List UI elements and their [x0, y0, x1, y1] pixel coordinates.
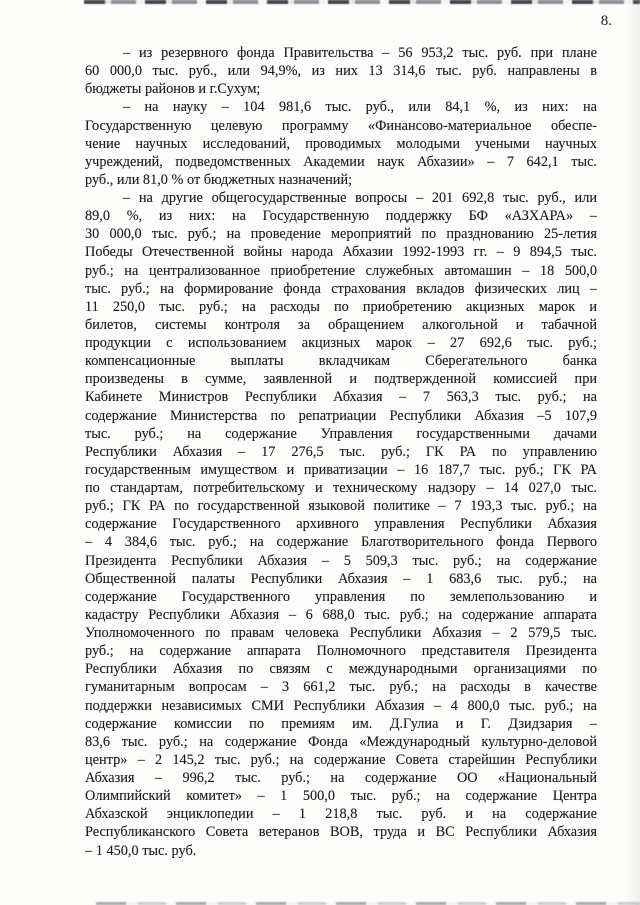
text-line: Победы Отечественной войны народа Абхазии 1992-1993 гг. – 9 894,5 тыс. [85, 244, 597, 261]
text-line: центр» – 2 145,2 тыс. руб.; на содержание Совета старейшин Республики [85, 751, 597, 768]
text-line: 83,6 тыс. руб.; на содержание Фонда «Международный культурно-деловой [85, 733, 597, 750]
scan-artifact-top-edge [84, 0, 640, 4]
text-line: Республиканского Совета ветеранов ВОВ, труда и ВС Республики Абхазия [85, 824, 597, 841]
text-line: компенсационные выплаты вкладчикам Сберегательного банка [85, 353, 597, 370]
text-line: учреждений, подведомственных Академии наук Абхазии» – 7 642,1 тыс. [85, 153, 597, 170]
text-line: содержание Государственного архивного управления Республики Абхазия [85, 516, 597, 533]
text-line: Абхазской энциклопедии – 1 218,8 тыс. руб. и на содержание [85, 806, 597, 823]
text-line: руб.; на содержание аппарата Полномочного представителя Президента [85, 643, 597, 660]
text-line: поддержки независимых СМИ Республики Абхазия – 4 800,0 тыс. руб.; на [85, 697, 597, 714]
text-line: руб., или 81,0 % от бюджетных назначений; [85, 171, 353, 188]
paragraph [85, 44, 597, 98]
text-line: руб.; на централизованное приобретение служебных автомашин – 18 500,0 [85, 262, 597, 279]
text-line: – 4 384,6 тыс. руб.; на содержание Благотворительного фонда Первого [85, 534, 597, 551]
text-line: – на другие общегосударственные вопросы – 201 692,8 тыс. руб., или [123, 190, 597, 206]
text-line: государственным имуществом и приватизации – 16 187,7 тыс. руб.; ГК РА [85, 461, 597, 478]
text-line: Общественной палаты Республики Абхазия – 1 683,6 тыс. руб.; на [85, 570, 597, 587]
paragraph [85, 189, 597, 860]
text-line: по стандартам, потребительскому и техническому надзору – 14 027,0 тыс. [85, 480, 597, 496]
text-line: 11 250,0 тыс. руб.; на расходы по приобретению акцизных марок и [85, 298, 597, 315]
text-line: Абхазия – 996,2 тыс. руб.; на содержание ОО «Национальный [85, 770, 597, 786]
text-line: бюджеты районов и г.Сухум; [85, 81, 261, 98]
text-line: Государственную целевую программу «Финансово-материальное обеспе- [85, 117, 597, 134]
text-line: чение научных исследований, проводимых молодыми учеными научных [85, 135, 597, 152]
document-body [85, 44, 597, 860]
text-line: Президента Республики Абхазия – 5 509,3 тыс. руб.; на содержание [85, 552, 597, 569]
text-line: Республики Абхазия по связям с международными организациями по [85, 661, 597, 678]
paragraph [85, 98, 597, 189]
text-line: – из резервного фонда Правительства – 56 953,2 тыс. руб. при плане [123, 45, 597, 61]
text-line: – 1 450,0 тыс. руб. [85, 842, 197, 859]
text-line: 30 000,0 тыс. руб.; на проведение мероприятий по празднованию 25-летия [85, 226, 597, 243]
page-number: 8. [600, 13, 612, 29]
text-line: Республики Абхазия – 17 276,5 тыс. руб.; ГК РА по управлению [85, 443, 597, 460]
text-line: гуманитарным вопросам – 3 661,2 тыс. руб.; на расходы в качестве [85, 679, 597, 696]
text-line: билетов, системы контроля за обращением алкогольной и табачной [85, 316, 597, 333]
text-line: тыс. руб.; на содержание Управления государственными дачами [85, 425, 597, 442]
scan-artifact-right-edge [624, 0, 640, 905]
text-line: содержание Министерства по репатриации Республики Абхазия –5 107,9 [85, 407, 597, 424]
text-line: Кабинете Министров Республики Абхазия – 7 563,3 тыс. руб.; на [85, 389, 597, 406]
text-line: – на науку – 104 981,6 тыс. руб., или 84,1 %, из них: на [123, 99, 597, 116]
text-line: руб.; ГК РА по государственной языковой политике – 7 193,3 тыс. руб.; на [85, 498, 597, 515]
text-line: 89,0 %, из них: на Государственную поддержку БФ «АЗХАРА» – [85, 208, 597, 225]
text-line: содержание комиссии по премиям им. Д.Гулиа и Г. Дзидзария – [85, 715, 597, 732]
text-line: продукции с использованием акцизных марок – 27 692,6 тыс. руб.; [85, 335, 597, 351]
text-line: кадастру Республики Абхазия – 6 688,0 тыс. руб.; на содержание аппарата [85, 606, 597, 623]
text-line: тыс. руб.; на формирование фонда страхования вкладов физических лиц – [85, 280, 597, 297]
text-line: Олимпийский комитет» – 1 500,0 тыс. руб.; на содержание Центра [85, 788, 597, 805]
text-line: 60 000,0 тыс. руб., или 94,9%, из них 13 314,6 тыс. руб. направлены в [85, 63, 597, 80]
text-line: содержание Государственного управления по землепользованию и [85, 588, 597, 605]
text-line: Уполномоченного по правам человека Республики Абхазия – 2 579,5 тыс. [85, 625, 597, 641]
text-line: произведены в сумме, заявленной и подтвержденной комиссией при [85, 371, 597, 388]
